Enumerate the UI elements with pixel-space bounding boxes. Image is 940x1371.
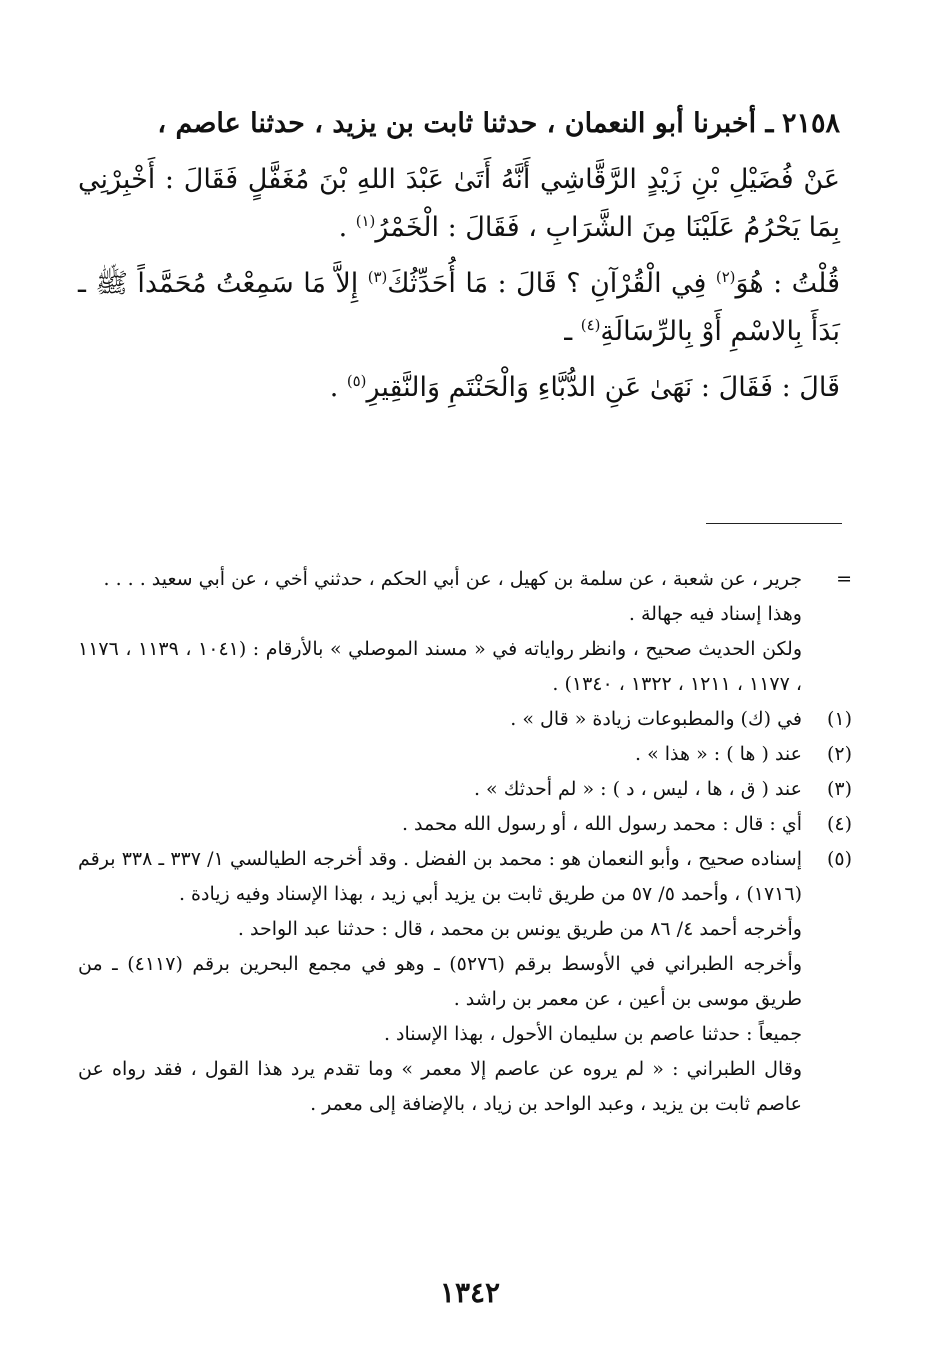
- footnote-marker: (١): [826, 708, 852, 730]
- footnote-5: [78, 842, 852, 1122]
- footnote-marker: (٤): [826, 813, 852, 835]
- footnote-text: ولكن الحديث صحيح ، وانظر رواياته في « مسند الموصلي » بالأرقام : (١٠٤١ ، ١١٣٩ ، ١١٧٦ ، ١١٧٧ ، ١٢١١ ، ١٣٢٢ ، ١٣٤٠) .: [78, 638, 803, 695]
- footnote-4: [78, 807, 852, 842]
- footnote-text: وأخرجه أحمد ٤/ ٨٦ من طريق يونس بن محمد ، قال : حدثنا عبد الواحد .: [237, 918, 802, 940]
- footnote-text: وأخرجه الطبراني في الأوسط برقم (٥٢٧٦) ـ وهو في مجمع البحرين برقم (٤١١٧) ـ من طريق موسى بن أعين ، عن معمر بن راشد .: [78, 953, 802, 1010]
- footnote-ref-5: (٥): [346, 372, 367, 390]
- punctuation: .: [329, 372, 347, 403]
- footnote-text: عند ( ها ) : « هذا » .: [635, 743, 802, 765]
- continuation-marker: =: [836, 568, 852, 590]
- hadith-text-1: عَنْ فُضَيْلِ بْنِ زَيْدٍ الرَّقَّاشِي أَنَّهُ أَتَىٰ عَبْدَ اللهِ بْنَ مُغَفَّلٍ فَقَالَ : أَخْبِرْنِي بِمَا يَحْرُمُ عَلَيْنَا مِنَ الشَّرَابِ ، فَقَالَ : الْخَمْرُ: [78, 164, 840, 243]
- footnote-divider: [706, 523, 842, 524]
- footnote-ref-4: (٤): [580, 316, 601, 334]
- footnote-ref-3: (٣): [367, 268, 388, 286]
- footnote-text: وهذا إسناد فيه جهالة .: [628, 603, 802, 625]
- footnote-text: في (ك) والمطبوعات زيادة « قال » .: [510, 708, 802, 730]
- footnote-1: [78, 702, 852, 737]
- hadith-paragraph-2: [78, 260, 840, 356]
- footnote-3: [78, 772, 852, 807]
- hadith-text-2a: قُلْتُ : هُوَ: [735, 268, 840, 299]
- hadith-chain: ـ أخبرنا أبو النعمان ، حدثنا ثابت بن يزيد ، حدثنا عاصم ،: [157, 108, 774, 139]
- footnote-continuation: [78, 562, 852, 702]
- footnote-marker: (٣): [826, 778, 852, 800]
- hadith-intro-line: [78, 100, 840, 148]
- hadith-text: [78, 100, 840, 420]
- hadith-text-2c: إِلاَّ مَا سَمِعْتُ مُحَمَّداً ﷺ ـ بَدَأَ بِالاسْمِ أَوْ بِالرِّسَالَةِ: [78, 268, 840, 347]
- footnote-text: وقال الطبراني : « لم يروه عن عاصم إلا معمر » وما تقدم يرد هذا القول ، فقد رواه عن عاصم ثابت بن يزيد ، وعبد الواحد بن زياد ، بالإضافة إلى معمر .: [78, 1058, 802, 1115]
- punctuation: ـ: [564, 316, 581, 347]
- footnotes: [78, 562, 852, 1122]
- hadith-number: ٢١٥٨: [781, 108, 840, 139]
- footnote-text: أي : قال : محمد رسول الله ، أو رسول الله محمد .: [401, 813, 802, 835]
- footnote-ref-1: (١): [355, 212, 376, 230]
- footnote-text: جرير ، عن شعبة ، عن سلمة بن كهيل ، عن أبي الحكم ، حدثني أخي ، عن أبي سعيد . . . .: [103, 568, 802, 590]
- footnote-text: عند ( ق ، ها ، ليس ، د ) : « لم أحدثك » .: [473, 778, 802, 800]
- footnote-text: جميعاً : حدثنا عاصم بن سليمان الأحول ، بهذا الإسناد .: [383, 1023, 802, 1045]
- footnote-ref-2: (٢): [715, 268, 736, 286]
- punctuation: .: [338, 212, 356, 243]
- hadith-paragraph-1: [78, 156, 840, 252]
- footnote-marker: (٥): [826, 848, 852, 870]
- hadith-text-3: قَالَ : فَقَالَ : نَهَىٰ عَنِ الدُّبَّاءِ وَالْحَنْتَمِ وَالنَّقِيرِ: [366, 372, 840, 403]
- hadith-text-2b: فِي الْقُرْآنِ ؟ قَالَ : مَا أُحَدِّثُكَ: [387, 268, 716, 299]
- hadith-paragraph-3: [78, 364, 840, 412]
- page-number: ١٣٤٢: [439, 1276, 501, 1309]
- footnote-text: إسناده صحيح ، وأبو النعمان هو : محمد بن الفضل . وقد أخرجه الطيالسي ١/ ٣٣٧ ـ ٣٣٨ برقم (١٧١٦) ، وأحمد ٥/ ٥٧ من طريق ثابت بن يزيد أبي زيد ، بهذا الإسناد وفيه زيادة .: [78, 848, 802, 905]
- footnote-2: [78, 737, 852, 772]
- footnote-marker: (٢): [826, 743, 852, 765]
